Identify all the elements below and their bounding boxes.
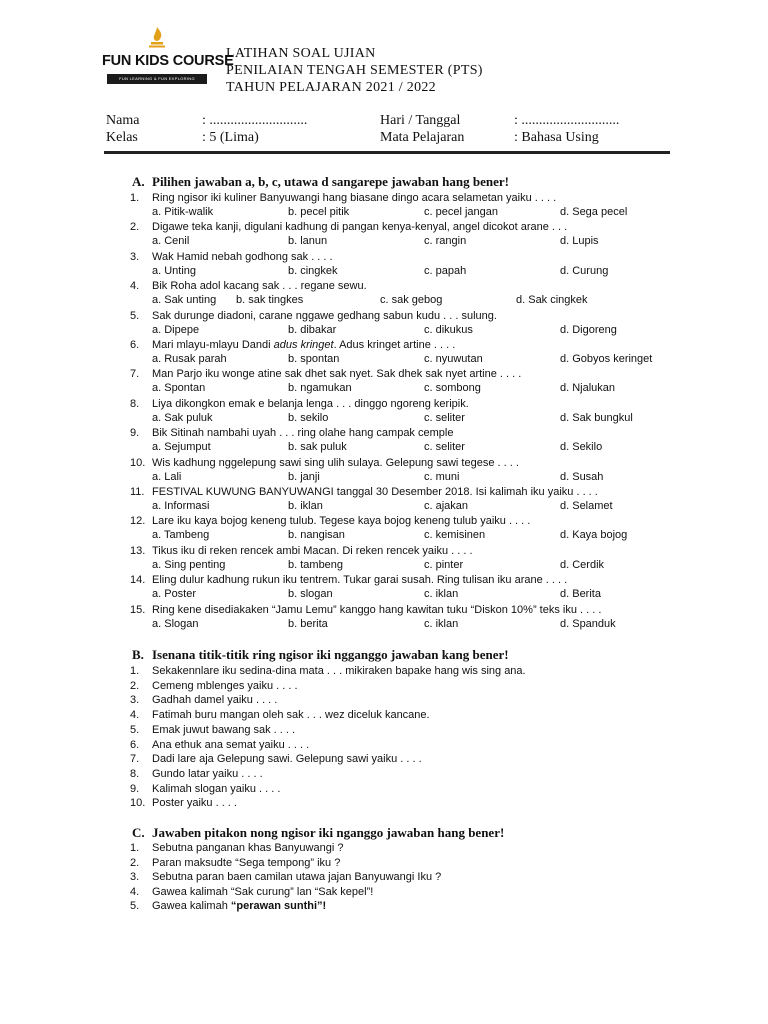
option-c[interactable]: c. dikukus — [424, 323, 473, 336]
question-number: 9. — [130, 427, 140, 440]
section-b-title — [132, 647, 509, 663]
hari-label: Hari / Tanggal — [380, 113, 461, 128]
question-row — [130, 604, 601, 616]
question-row — [130, 368, 521, 380]
question-text: Ring ngisor iki kuliner Banyuwangi hang biasane dingo acara selametan yaiku . . . . — [152, 192, 557, 204]
question-number: 10. — [130, 456, 146, 469]
item-number: 4. — [130, 709, 140, 722]
question-row — [130, 251, 333, 263]
exam-header — [226, 45, 483, 96]
question-number: 11. — [130, 486, 145, 498]
identity-left — [106, 112, 308, 146]
options-row — [152, 559, 692, 573]
item-text: Ana ethuk ana semat yaiku . . . . — [152, 738, 310, 751]
option-c[interactable]: c. nyuwutan — [424, 353, 483, 365]
question-number: 12. — [130, 515, 146, 528]
fill-in-item — [130, 665, 526, 677]
nama-label: Nama — [106, 113, 140, 128]
option-d[interactable]: d. Sak cingkek — [516, 294, 588, 307]
question-text: Wak Hamid nebah godhong sak . . . . — [152, 250, 333, 263]
question-number: 6. — [130, 339, 140, 351]
options-row — [152, 265, 692, 279]
question-text: Ring kene disediakaken “Jamu Lemu” kanggo hang kawitan tuku “Diskon 10%” teks iku . . . . — [152, 603, 602, 616]
logo-tagline: FUN LEARNING & FUN EXPLORING — [107, 74, 207, 84]
fill-in-item — [130, 739, 309, 751]
options-row — [152, 324, 692, 338]
option-b[interactable]: b. lanun — [288, 235, 328, 248]
options-row — [152, 353, 692, 367]
section-c-letter: C. — [132, 825, 145, 840]
question-text: Digawe teka kanji, digulani kadhung di pangan kenya-kenyal, angel dicokot arane . . . — [152, 221, 568, 234]
question-row — [130, 221, 567, 233]
option-a[interactable]: a. Sing penting — [152, 558, 226, 571]
option-a[interactable]: a. Pitik-walik — [152, 206, 214, 218]
option-d[interactable]: d. Selamet — [560, 500, 613, 512]
question-row — [130, 310, 497, 322]
item-number: 5. — [130, 900, 140, 912]
option-c[interactable]: c. iklan — [424, 617, 459, 630]
item-text: Sekakennlare iku sedina-dina mata . . . mikiraken bapake hang wis sing ana. — [152, 665, 526, 677]
item-number: 8. — [130, 767, 140, 780]
item-number: 7. — [130, 753, 140, 766]
essay-item — [130, 886, 373, 898]
header-divider — [104, 151, 670, 154]
essay-item — [130, 900, 326, 912]
option-b[interactable]: b. ngamukan — [288, 382, 352, 395]
section-a-title — [132, 174, 509, 190]
item-text: Sebutna panganan khas Banyuwangi ? — [152, 842, 344, 854]
mapel-value: : Bahasa Using — [514, 130, 599, 145]
question-number: 13. — [130, 544, 146, 557]
options-row — [152, 441, 692, 455]
option-a[interactable]: a. Unting — [152, 264, 197, 277]
question-text: Wis kadhung nggelepung sawi sing ulih sulaya. Gelepung sawi tegese . . . . — [152, 456, 519, 469]
item-text: Poster yaiku . . . . — [152, 797, 237, 810]
section-c-instruction: Jawaben pitakon nong ngisor iki nganggo jawaban hang bener! — [152, 825, 505, 840]
option-a[interactable]: a. Lali — [152, 470, 182, 483]
item-text-bold: “perawan sunthi”! — [230, 900, 327, 912]
question-row — [130, 574, 567, 586]
header-line-1: LATIHAN SOAL UJIAN — [226, 46, 376, 61]
option-c[interactable]: c. pinter — [424, 558, 464, 571]
option-b[interactable]: b. spontan — [288, 353, 340, 365]
item-number: 6. — [130, 738, 140, 751]
option-c[interactable]: c. pecel jangan — [424, 206, 498, 218]
option-d[interactable]: d. Kaya bojog — [560, 529, 628, 542]
item-text: Fatimah buru mangan oleh sak . . . wez diceluk kancane. — [152, 709, 430, 722]
option-b[interactable]: b. dibakar — [288, 323, 337, 336]
option-d[interactable]: d. Digoreng — [560, 323, 617, 336]
nama-field[interactable]: : ............................ — [202, 113, 308, 128]
option-b[interactable]: b. janji — [288, 470, 320, 483]
options-row — [152, 235, 692, 249]
option-d[interactable]: d. Curung — [560, 264, 609, 277]
identity-right — [380, 112, 620, 146]
fill-in-item — [130, 753, 422, 765]
option-a[interactable]: a. Slogan — [152, 617, 199, 630]
item-number: 9. — [130, 782, 140, 795]
question-text: Liya dikongkon emak e belanja lenga . . . dinggo ngoreng keripik. — [152, 397, 469, 410]
option-c[interactable]: c. kemisinen — [424, 529, 486, 542]
kelas-value: : 5 (Lima) — [202, 130, 259, 145]
question-text-end: . Adus kringet artine . . . . — [333, 339, 456, 351]
item-number: 5. — [130, 723, 140, 736]
question-row — [130, 427, 453, 439]
option-b[interactable]: b. sak puluk — [288, 441, 347, 454]
question-row — [130, 515, 530, 527]
option-b[interactable]: b. sekilo — [288, 411, 329, 424]
options-row — [152, 206, 692, 220]
option-d[interactable]: d. Berita — [560, 588, 601, 601]
option-a[interactable]: a. Dipepe — [152, 323, 200, 336]
option-c[interactable]: c. papah — [424, 264, 467, 277]
hari-field[interactable]: : ............................ — [514, 113, 620, 128]
fill-in-item — [130, 768, 263, 780]
item-text: Dadi lare aja Gelepung sawi. Gelepung sawi yaiku . . . . — [152, 753, 422, 766]
item-number: 2. — [130, 679, 140, 692]
option-d[interactable]: d. Susah — [560, 470, 604, 483]
item-number: 2. — [130, 856, 140, 869]
option-d[interactable]: d. Sega pecel — [560, 206, 628, 218]
question-number: 14. — [130, 574, 146, 587]
logo-brand: FUN KIDS COURSE — [102, 53, 234, 69]
item-number: 1. — [130, 842, 140, 854]
option-a[interactable]: a. Rusak parah — [152, 353, 227, 365]
option-c[interactable]: c. seliter — [424, 411, 465, 424]
option-c[interactable]: c. ajakan — [424, 500, 469, 512]
question-number: 2. — [130, 221, 140, 234]
option-a[interactable]: a. Poster — [152, 588, 197, 601]
option-a[interactable]: a. Tambeng — [152, 529, 210, 542]
option-c[interactable]: c. rangin — [424, 235, 467, 248]
question-row — [130, 486, 598, 498]
item-number: 1. — [130, 665, 140, 677]
question-row — [130, 545, 473, 557]
item-number: 4. — [130, 885, 140, 898]
header-line-2: PENILAIAN TENGAH SEMESTER (PTS) — [226, 63, 483, 78]
section-b-instruction: Isenana titik-titik ring ngisor iki ngganggo jawaban kang bener! — [152, 647, 509, 662]
question-number: 4. — [130, 280, 140, 293]
question-row — [130, 457, 519, 469]
fill-in-item — [130, 709, 430, 721]
question-number: 5. — [130, 309, 140, 322]
fill-in-item — [130, 797, 237, 809]
item-number: 10. — [130, 797, 146, 810]
item-text: Gundo latar yaiku . . . . — [152, 767, 263, 780]
fill-in-item — [130, 694, 277, 706]
item-text: Sebutna paran baen camilan utawa jajan Banyuwangi Iku ? — [152, 871, 442, 883]
question-text: Mari mlayu-mlayu Dandi — [152, 339, 274, 351]
options-row — [152, 529, 692, 543]
option-b[interactable]: b. cingkek — [288, 264, 338, 277]
item-text: Gawea kalimah “Sak curung” lan “Sak kepel”! — [152, 885, 374, 898]
kelas-label: Kelas — [106, 130, 138, 145]
option-d[interactable]: d. Cerdik — [560, 558, 605, 571]
question-row — [130, 280, 367, 292]
question-text: Bik Sitinah nambahi uyah . . . ring olahe hang campak cemple — [152, 427, 454, 440]
question-number: 8. — [130, 397, 140, 410]
option-c[interactable]: c. sak gebog — [380, 294, 443, 307]
question-number: 3. — [130, 250, 140, 263]
section-a-letter: A. — [132, 174, 145, 189]
option-a[interactable]: a. Sejumput — [152, 441, 211, 454]
options-row — [152, 412, 692, 426]
option-b[interactable]: b. iklan — [288, 500, 323, 512]
question-row — [130, 192, 556, 204]
option-d[interactable]: d. Gobyos keringet — [560, 353, 653, 365]
option-d[interactable]: d. Sak bungkul — [560, 411, 633, 424]
essay-item — [130, 871, 441, 883]
options-row — [152, 294, 692, 308]
essay-item — [130, 857, 340, 869]
options-row — [152, 588, 692, 602]
mapel-label: Mata Pelajaran — [380, 130, 465, 145]
question-row — [130, 339, 455, 351]
header-line-3: TAHUN PELAJARAN 2021 / 2022 — [226, 80, 436, 95]
question-text-italic: adus kringet — [273, 339, 334, 351]
question-text: Man Parjo iku wonge atine sak dhet sak nyet. Sak dhek sak nyet artine . . . . — [152, 368, 522, 381]
option-c[interactable]: c. iklan — [424, 588, 459, 601]
options-row — [152, 382, 692, 396]
question-text: Eling dulur kadhung rukun iku tentrem. Tukar garai susah. Ring tulisan iku arane . . . . — [152, 574, 568, 587]
options-row — [152, 618, 692, 632]
section-a-instruction: Pilihen jawaban a, b, c, utawa d sangarepe jawaban hang bener! — [152, 174, 509, 189]
option-a[interactable]: a. Sak unting — [152, 294, 217, 307]
option-c[interactable]: c. muni — [424, 470, 460, 483]
option-d[interactable]: d. Lupis — [560, 235, 599, 248]
option-b[interactable]: b. berita — [288, 617, 328, 630]
question-text: FESTIVAL KUWUNG BANYUWANGI tanggal 30 Desember 2018. Isi kalimah iku yaiku . . . . — [152, 486, 598, 498]
options-row — [152, 471, 692, 485]
option-a[interactable]: a. Sak puluk — [152, 411, 213, 424]
item-text: Gadhah damel yaiku . . . . — [152, 694, 278, 707]
option-a[interactable]: a. Cenil — [152, 235, 190, 248]
essay-item — [130, 842, 343, 854]
fill-in-item — [130, 783, 280, 795]
question-number: 1. — [130, 192, 140, 204]
item-text: Gawea kalimah — [152, 900, 231, 912]
fill-in-item — [130, 680, 298, 692]
question-number: 7. — [130, 368, 140, 381]
option-c[interactable]: c. seliter — [424, 441, 465, 454]
option-b[interactable]: b. tambeng — [288, 558, 344, 571]
flame-icon — [146, 26, 168, 48]
question-text: Bik Roha adol kacang sak . . . regane sewu. — [152, 280, 367, 293]
question-text: Lare iku kaya bojog keneng tulub. Tegese kaya bojog keneng tulub yaiku . . . . — [152, 515, 531, 528]
item-number: 3. — [130, 871, 140, 883]
option-d[interactable]: d. Spanduk — [560, 617, 616, 630]
item-text: Emak juwut bawang sak . . . . — [152, 723, 296, 736]
question-row — [130, 398, 469, 410]
option-b[interactable]: b. nangisan — [288, 529, 345, 542]
school-logo — [102, 26, 234, 88]
options-row — [152, 500, 692, 514]
item-text: Paran maksudte “Sega tempong” iku ? — [152, 856, 341, 869]
question-text: Tikus iku di reken rencek ambi Macan. Di reken rencek yaiku . . . . — [152, 544, 473, 557]
option-a[interactable]: a. Spontan — [152, 382, 206, 395]
item-text: Kalimah slogan yaiku . . . . — [152, 782, 281, 795]
question-number: 15. — [130, 603, 146, 616]
option-d[interactable]: d. Sekilo — [560, 441, 603, 454]
question-text: Sak durunge diadoni, carane nggawe gedhang sabun kudu . . . sulung. — [152, 309, 497, 322]
option-b[interactable]: b. pecel pitik — [288, 206, 350, 218]
option-d[interactable]: d. Njalukan — [560, 382, 616, 395]
option-a[interactable]: a. Informasi — [152, 500, 210, 512]
section-b-letter: B. — [132, 647, 144, 662]
option-b[interactable]: b. slogan — [288, 588, 333, 601]
option-c[interactable]: c. sombong — [424, 382, 481, 395]
item-text: Cemeng mblenges yaiku . . . . — [152, 679, 298, 692]
fill-in-item — [130, 724, 295, 736]
section-c-title — [132, 825, 504, 841]
option-b[interactable]: b. sak tingkes — [236, 294, 304, 307]
item-number: 3. — [130, 694, 140, 707]
